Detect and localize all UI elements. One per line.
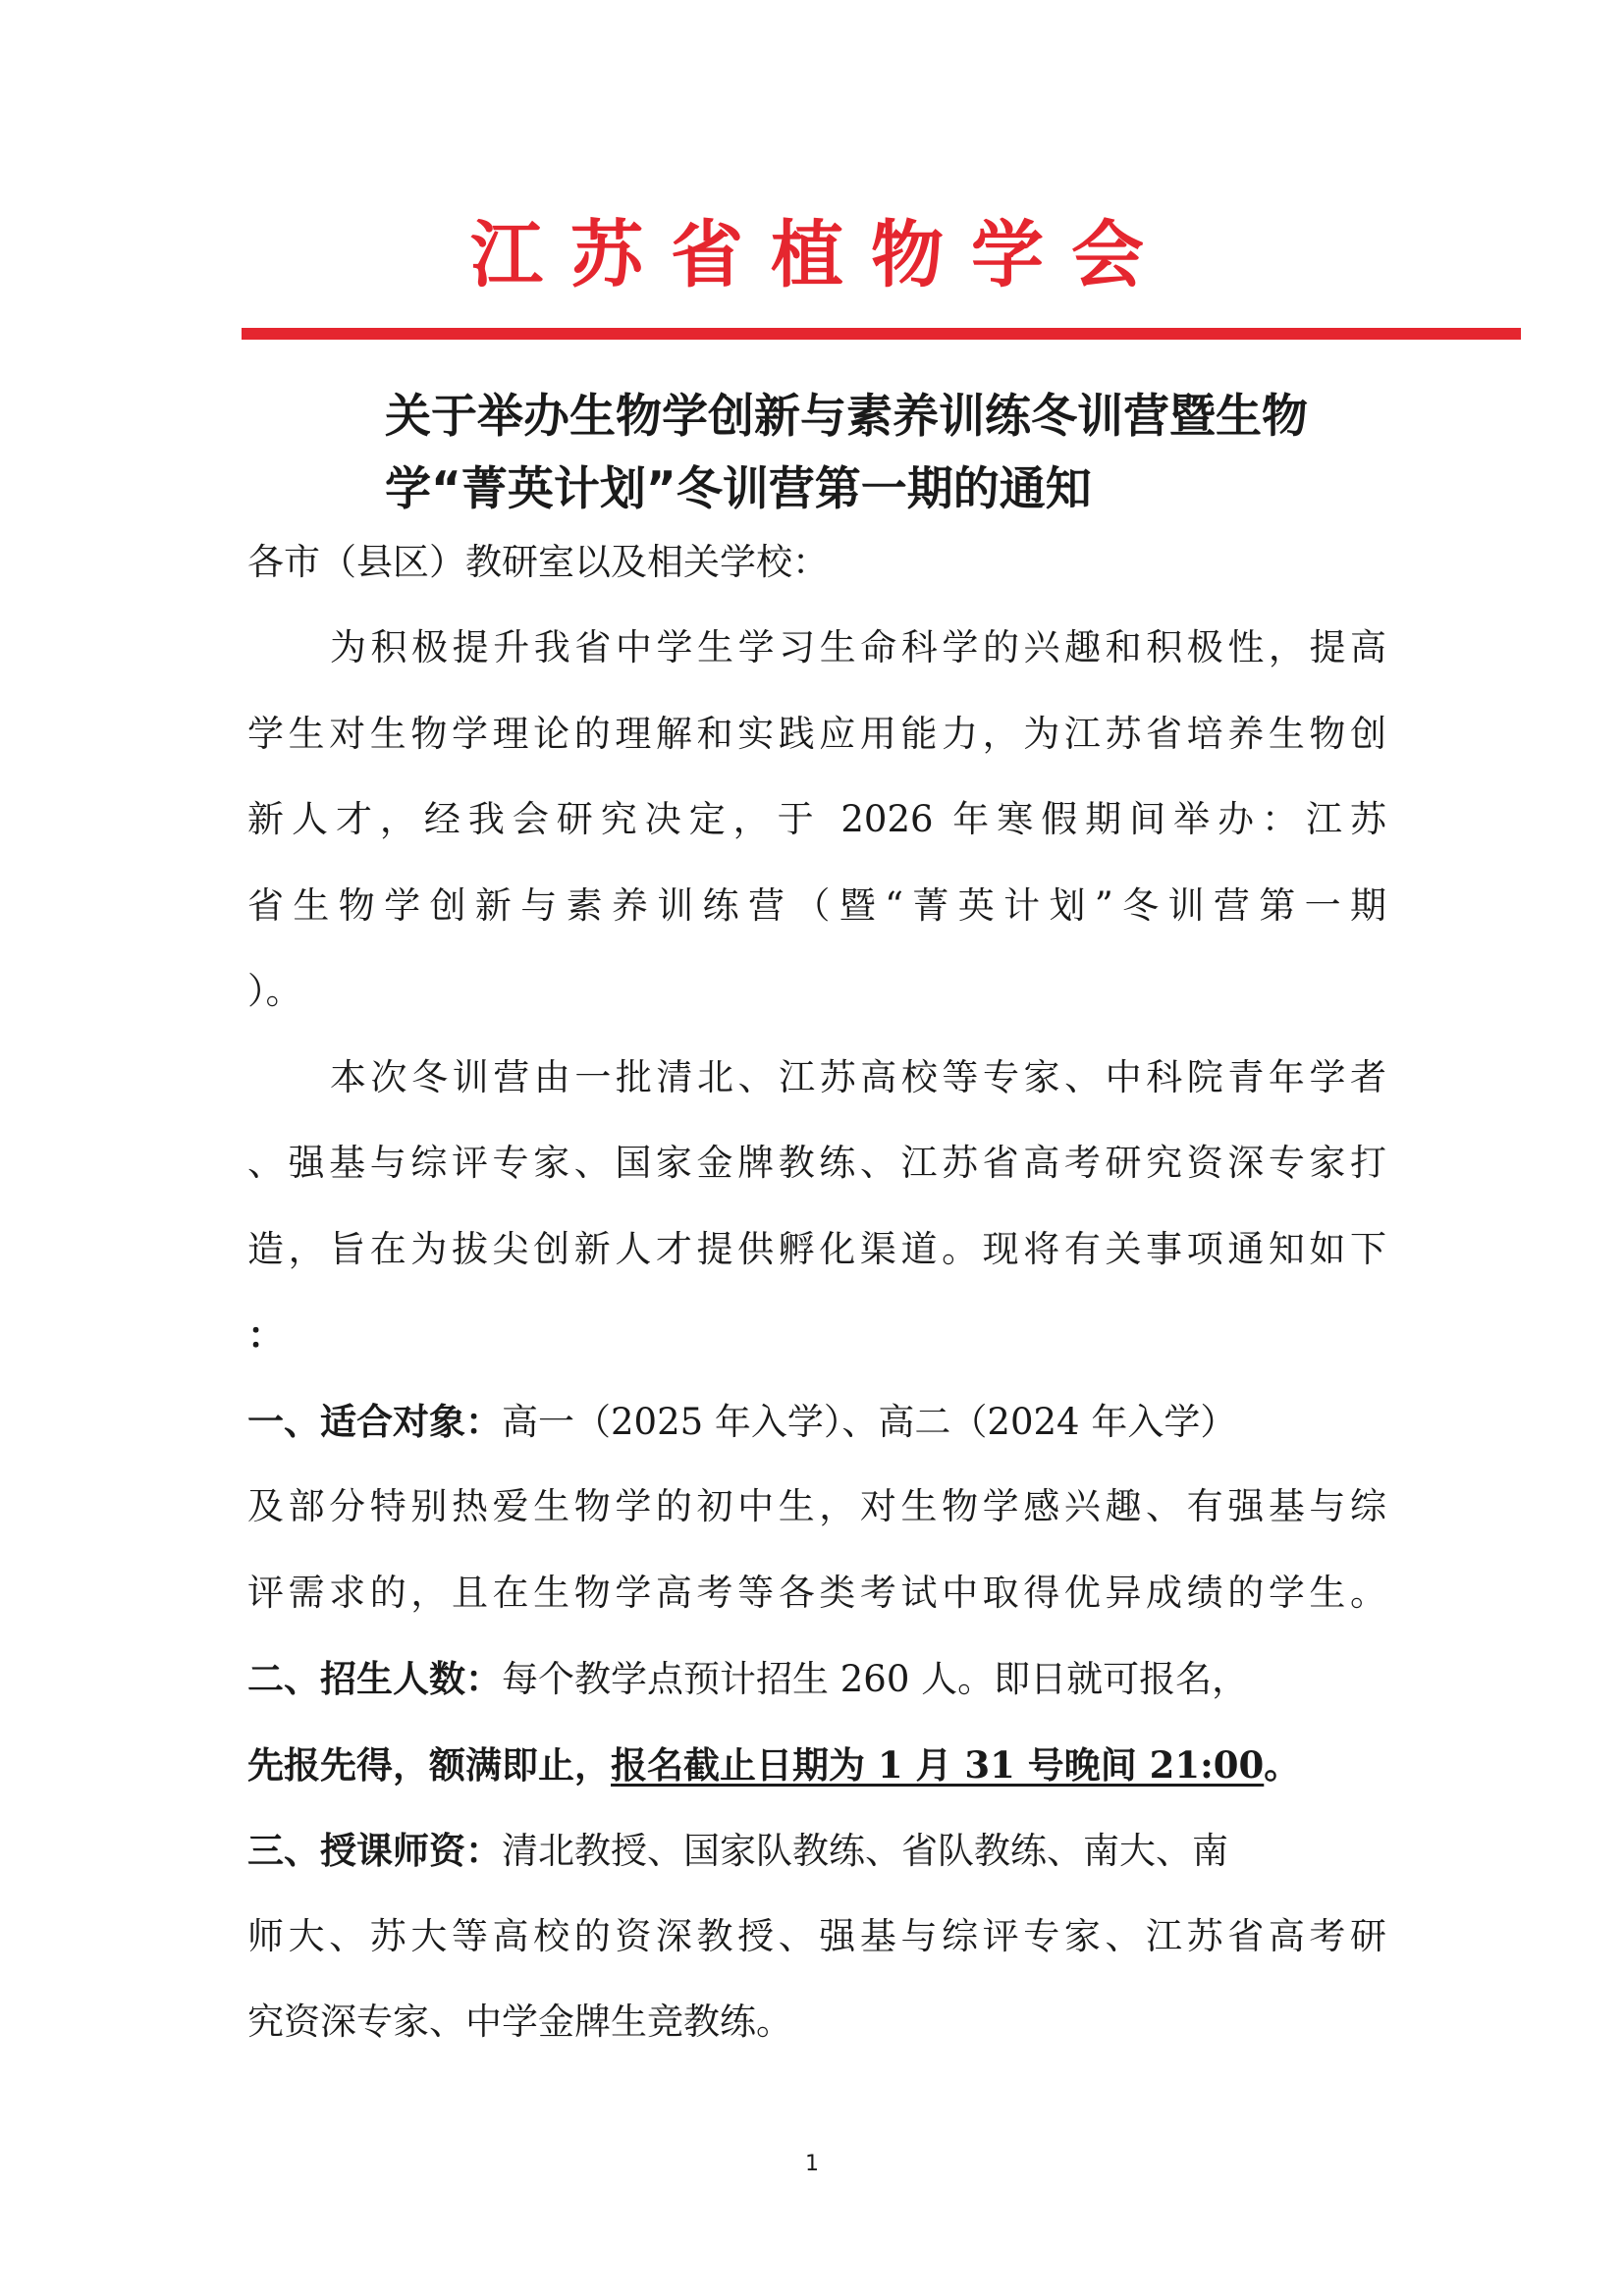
- section1-line-1: [247, 1392, 1386, 1452]
- salutation: 各市（县区）教研室以及相关学校：: [247, 541, 829, 583]
- org-header-title: 江苏省植物学会: [470, 213, 1171, 297]
- para2-line-4: ：: [247, 1313, 284, 1357]
- section2-enrollment-count: 每个教学点预计招生 260 人。即日就可报名，: [502, 1658, 1249, 1700]
- document-title-line-2: 学“菁英计划”冬训营第一期的通知: [385, 462, 1092, 516]
- intro-line-3: 新人才，经我会研究决定，于 2026 年寒假期间举办：江苏: [247, 798, 1386, 840]
- para2-line-1: 本次冬训营由一批清北、江苏高校等专家、中科院青年学者: [330, 1056, 1386, 1098]
- para2-line-3: 造，旨在为拔尖创新人才提供孵化渠道。现将有关事项通知如下: [247, 1228, 1386, 1270]
- document-title-line-1: 关于举办生物学创新与素养训练冬训营暨生物: [385, 390, 1308, 444]
- section3-faculty-list: 清北教授、国家队教练、省队教练、南大、南: [502, 1830, 1228, 1872]
- section1-line-3: 评需求的，且在生物学高考等各类考试中取得优异成绩的学生。: [247, 1572, 1386, 1614]
- registration-deadline: 报名截止日期为 1 月 31 号晚间 21:00: [611, 1743, 1265, 1787]
- page-number: 1: [805, 2152, 819, 2176]
- section1-line-2: 及部分特别热爱生物学的初中生，对生物学感兴趣、有强基与综: [247, 1485, 1386, 1527]
- section2-line-2: [247, 1735, 1386, 1794]
- section3-line-1: [247, 1821, 1386, 1881]
- section2-line-end: 。: [1264, 1743, 1301, 1787]
- first-come-notice: 先报先得，额满即止，: [247, 1743, 611, 1787]
- intro-line-4: 省生物学创新与素养训练营（暨“菁英计划”冬训营第一期: [247, 884, 1386, 927]
- para2-line-2: 、强基与综评专家、国家金牌教练、江苏省高考研究资深专家打: [247, 1142, 1386, 1184]
- intro-line-5: ）。: [247, 970, 302, 1012]
- header-red-rule: [242, 328, 1521, 340]
- section2-line-1: [247, 1649, 1386, 1709]
- document-title: [385, 381, 1396, 526]
- section1-target-grades: 高一（2025 年入学）、高二（2024 年入学）: [502, 1401, 1237, 1443]
- section3-line-2: 师大、苏大等高校的资深教授、强基与综评专家、江苏省高考研: [247, 1915, 1386, 1957]
- intro-line-2: 学生对生物学理论的理解和实践应用能力，为江苏省培养生物创: [247, 713, 1386, 755]
- intro-line-1: 为积极提升我省中学生学习生命科学的兴趣和积极性，提高: [330, 626, 1386, 668]
- section3-label: 三、授课师资：: [247, 1829, 502, 1872]
- section3-line-3: 究资深专家、中学金牌生竞教练。: [247, 2001, 792, 2043]
- section1-label: 一、适合对象：: [247, 1400, 502, 1443]
- section2-label: 二、招生人数：: [247, 1657, 502, 1700]
